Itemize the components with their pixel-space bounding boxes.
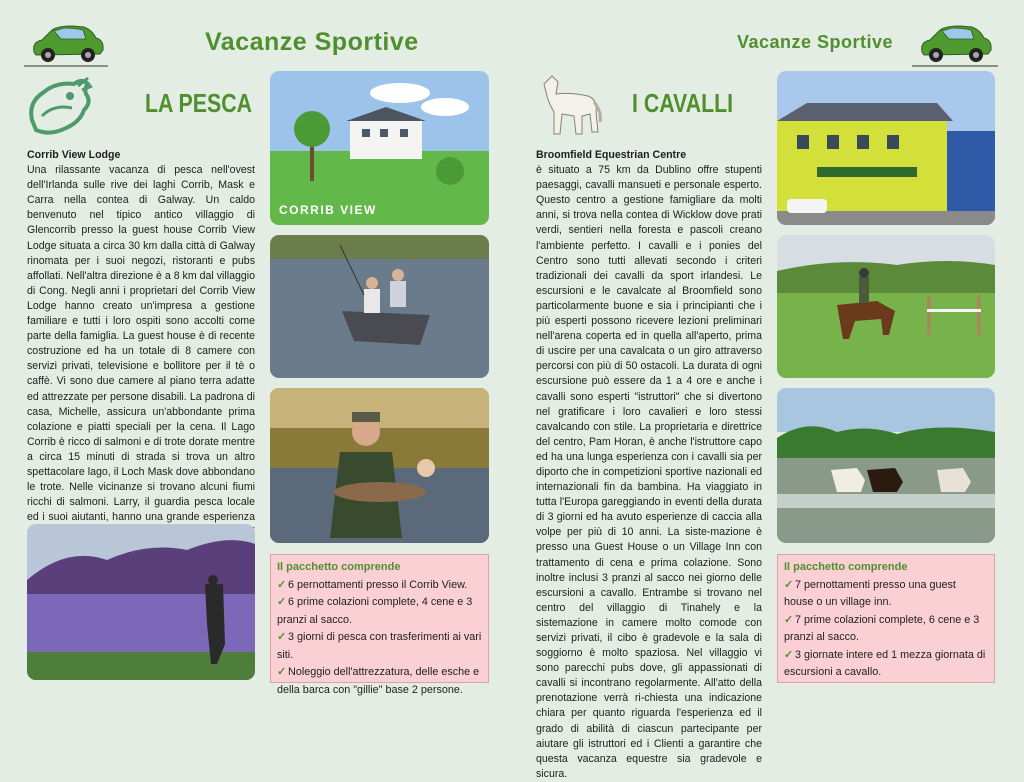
boat-fishing-photo [270,235,489,378]
pesca-package-box [270,554,489,696]
cavalli-package-item: ✓ 7 pernottamenti presso una guest house o un village inn. [784,578,956,608]
horses-water-photo [777,388,995,543]
pesca-subtitle: Corrib View Lodge [27,149,121,161]
check-icon: ✓ [784,648,794,661]
pesca-package-item: ✓ 6 pernottamenti presso il Corrib View. [277,578,468,591]
header-title-right: Vacanze Sportive [737,32,894,52]
car-icon-right [916,18,994,64]
fisherman-trout-photo [270,388,489,543]
pesca-body: Una rilassante vacanza di pesca nell'ovest dell'Irlanda sulle rive dei laghi Corrib, Mask e Carra nella contea di Galway. Un caldo benvenuto nel tipico antico villaggio di Glencorrib presso la guest house Corrib View Lodge situata a circa 30 km dalla città di Galway rinomata per i suoi negozi, ristoranti e pubs affollati. Nell'altra direzione è a 8 km dal villaggio di Cong. Negli anni i proprietari del Corrib View Lodge hanno creato un'impresa a gestione familiare e tutti i loro ospiti sono accolti come parte della famiglia. La guest house è di recente costruzione ed ha un totale di 8 camere con servizi privati, televisione e bollitore per il tè o caffè. Vi sono due camere al piano terra adatte ed attrezzate per persone disabili. La padrona di casa, Michelle, assicura un'abbondante prima colazione e piatti speciali per la cena. Il Lago Corrib è ricco di salmoni e di trote dorate mentre a circa 15 minuti di strada si trova un altro spettacolare lago, il Loch Mask dove abbondano le trote. Nelle vicinanze si trovano alcuni fiumi ricchi di salmoni. Larry, il guardia pesca locale ed i suoi aiutanti, hanno una grande esperienza [27,164,255,524]
pesca-package-item: ✓ 6 prime colazioni complete, 4 cene e 3 pranzi al sacco. [277,596,473,626]
pesca-package-title: Il pacchetto comprende [277,561,401,573]
pesca-title: LA PESCA [145,88,253,118]
pesca-package-item: ✓ 3 giorni di pesca con trasferimenti ai vari siti. [277,631,482,661]
village-inn-photo [777,71,995,225]
check-icon: ✓ [277,596,287,608]
corrib-view-photo [270,71,489,225]
pesca-package-item: ✓ Noleggio dell'attrezzatura, delle esche e della barca con "gillie" base 2 persone. [277,666,480,696]
cavalli-text [536,148,762,782]
check-icon: ✓ [277,578,287,591]
check-icon: ✓ [277,631,287,643]
lake-angler-photo [27,524,255,680]
cavalli-package-item: ✓ 7 prime colazioni complete, 6 cene e 3 pranzi al sacco. [784,613,980,643]
header-underline-left [24,65,108,67]
car-icon-left [28,18,106,64]
corrib-view-caption: CORRIB VIEW [279,203,377,217]
cavalli-package-title: Il pacchetto comprende [784,561,908,573]
cavalli-package-item: ✓ 3 giornate intere ed 1 mezza giornata di escursioni a cavallo. [784,648,986,678]
cavalli-subtitle: Broomfield Equestrian Centre [536,149,687,161]
cavalli-package-box [777,554,995,683]
header-underline-right [912,65,998,67]
fish-icon [26,74,96,138]
horse-rider-photo [777,235,995,378]
cavalli-body: è situato a 75 km da Dublino offre stupenti paesaggi, cavalli mansueti e personale esperto. Questo centro a gestione famigliare da molti anni, si trova nella contea di Wicklow dove prati verdi, sentieri nella foresta e pascoli creano l'ambiente perfetto. I cavalli e i ponies del Centro sono tutti allevati secondo i criteri tradizionali dei cavalli da sport irlandesi. Le escursioni e le cavalcate al Broomfield sono particolarmente buone e sia i principianti che i più esperti possono ricevere lezioni preliminari nell'arena coperta ed in quella all'aperto, prima di uscire per una cavalcata o un giro attraverso percorsi con più di 50 ostacoli. La durata di ogni escursione può essere da 1 a 4 ore e anche i cavalli sono esperti "istruttori" che si divertono nel gratificare i loro cavalieri e loro stessi cavalcando con stile. La proprietaria e direttrice del centro, Pam Horan, è anche l'istruttore capo ed ha una lunga esperienza con i cavalli sia per diporto che in competizioni sportive nazionali ed internazionali fin da bambina. Ha viaggiato in tutta l'Europa gareggiando in eventi della durata di 3 giorni ed ha avuto esperienze di caccia alla volpe per più di 10 anni. La siste-mazione è presso una Guest House o un Village Inn con trattamento di cena e prima colazione. Sono inoltre inclusi 3 pranzi al sacco nei giorno delle escursioni a cavallo. Entrambe si trovano nel centro del villaggio di Tinahely e la sistemazione in camere molto comode con servizi privati, il cibo è gradevole e la sala di soggiorno è molto spaziosa. Nel villaggio vi sono parecchi pubs dove, gli appassionati di cavalli si incontrano regolarmente. All'atto della prenotazione verrà ri-chiesta una indicazione chiara per quanto riguarda l'esperienza ed il grado di abilità di ciascun partecipante per aiutare gli istruttori ed i Clienti a garantire che questa vacanza equestre sia gradevole e sicura. [536,164,762,780]
horse-icon [536,72,604,138]
cavalli-title: I CAVALLI [632,88,734,118]
check-icon: ✓ [277,666,287,678]
check-icon: ✓ [784,578,794,591]
header-title-left: Vacanze Sportive [205,28,419,56]
check-icon: ✓ [784,613,794,626]
